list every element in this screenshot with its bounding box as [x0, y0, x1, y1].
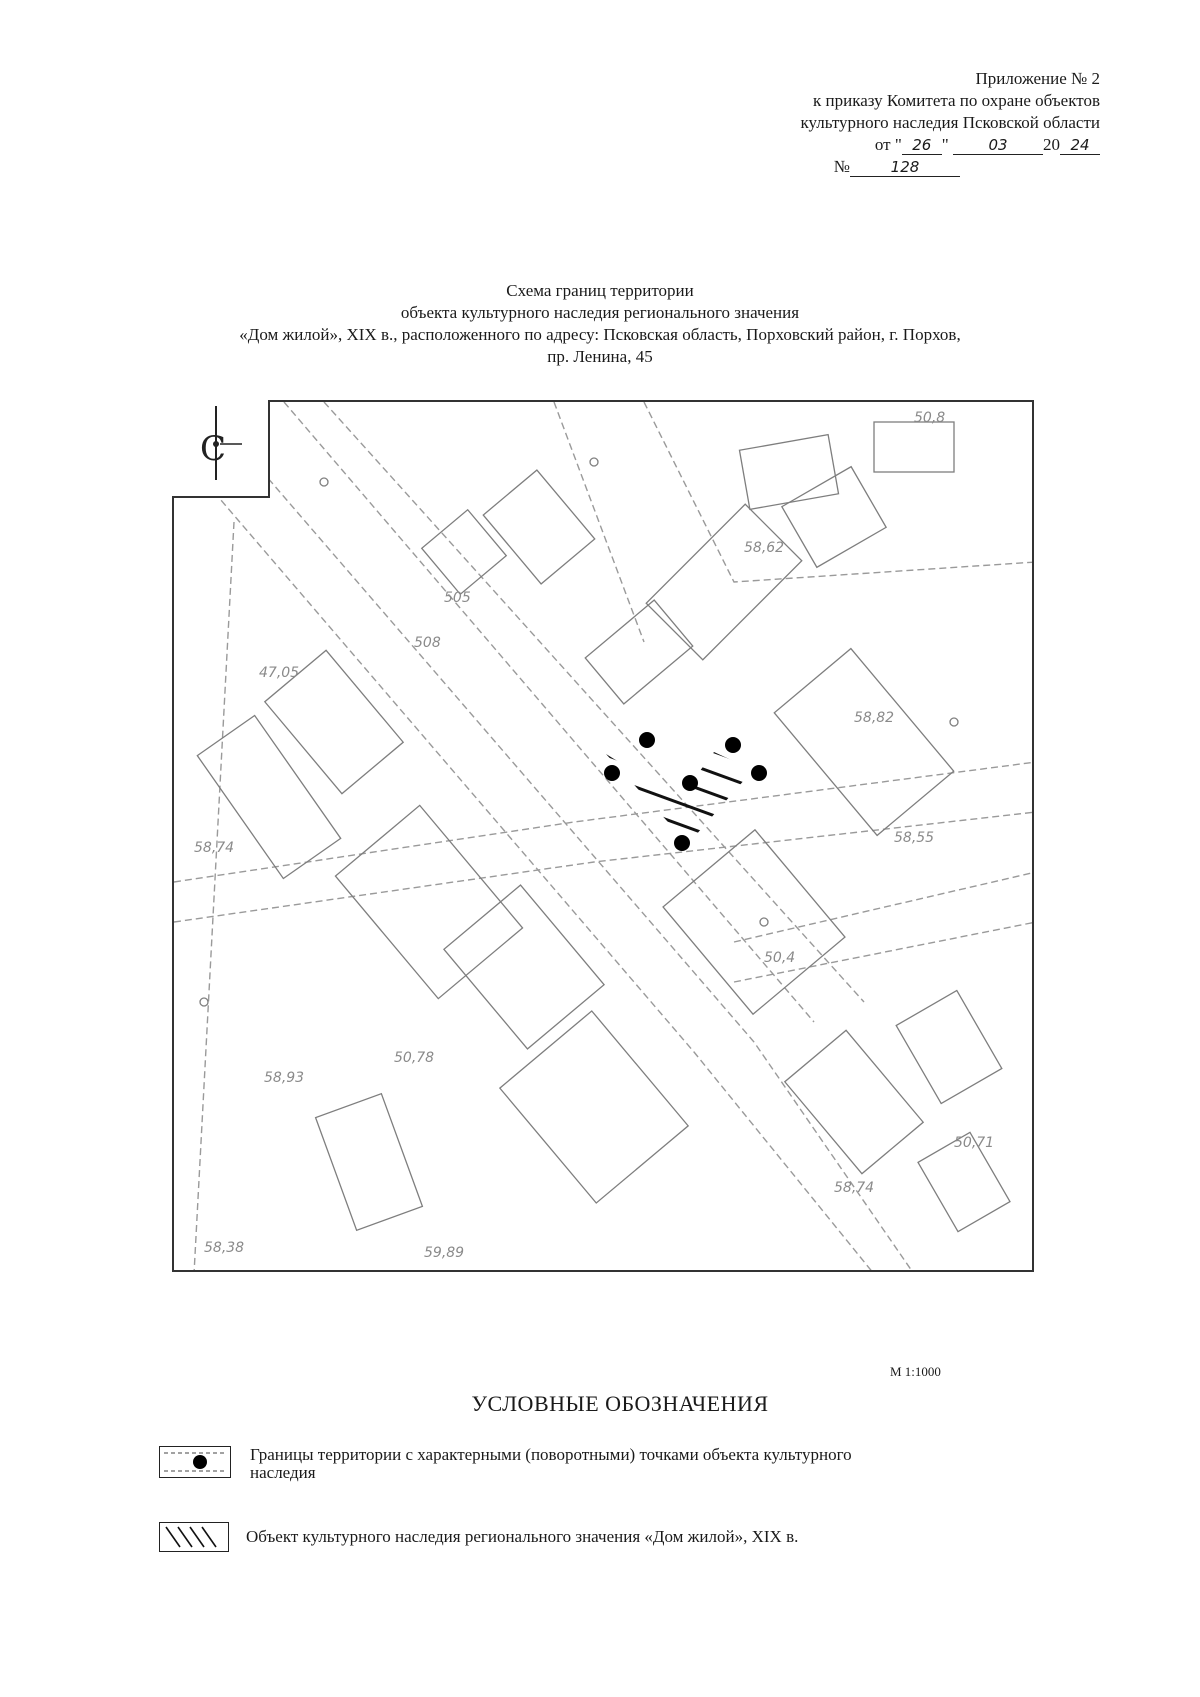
appendix-date	[700, 134, 1100, 156]
building-outlines	[197, 422, 1010, 1232]
map-label: 59,89	[424, 1245, 465, 1261]
scheme-title	[100, 280, 1100, 368]
date-day: 26	[902, 136, 942, 155]
map-label: 50,78	[394, 1050, 435, 1066]
appendix-line-1: Приложение № 2	[975, 69, 1100, 88]
number-value: 128	[850, 158, 960, 177]
date-year: 24	[1060, 136, 1100, 155]
map-label: 58,82	[854, 710, 895, 726]
title-line-4: пр. Ленина, 45	[547, 347, 653, 366]
appendix-line-2: к приказу Комитета по охране объектов	[813, 91, 1100, 110]
map-label: 58,74	[834, 1180, 875, 1196]
boundary-point	[639, 732, 655, 748]
legend-item-boundary-line-1: Границы территории с характерными (поворотными) точками объекта культурного	[250, 1445, 852, 1464]
appendix-line-3: культурного наследия Псковской области	[800, 113, 1100, 132]
title-line-2: объекта культурного наследия регионального значения	[400, 303, 800, 322]
legend-item-heritage: Объект культурного наследия регионального значения «Дом жилой», XIX в.	[246, 1527, 799, 1546]
map-label: 505	[444, 590, 471, 606]
map-label: 47,05	[259, 665, 300, 681]
boundary-point	[682, 775, 698, 791]
cadastral-map	[172, 400, 1034, 1272]
map-label: 58,55	[894, 830, 935, 846]
boundary-point	[674, 835, 690, 851]
map-label: 58,38	[204, 1240, 245, 1256]
map-label: 58,74	[194, 840, 235, 856]
map-drawing	[174, 402, 1034, 1272]
date-year-prefix: 20	[1043, 135, 1060, 154]
map-label: 50,4	[764, 950, 796, 966]
boundary-point	[604, 765, 620, 781]
boundary-point	[725, 737, 741, 753]
map-label: 50,8	[914, 410, 946, 426]
legend-item-boundary	[250, 1446, 1070, 1482]
appendix-header	[700, 68, 1100, 178]
compass-letter: С	[200, 429, 227, 469]
date-mid: "	[941, 135, 949, 154]
number-prefix: №	[833, 157, 850, 176]
map-label: 58,93	[264, 1070, 305, 1086]
north-arrow-icon	[172, 400, 268, 496]
date-month: 03	[953, 136, 1043, 155]
appendix-number	[700, 156, 1100, 178]
hatch-symbol	[159, 1522, 229, 1552]
map-label: 508	[414, 635, 441, 651]
date-prefix: от "	[874, 135, 902, 154]
title-line-3: «Дом жилой», XIX в., расположенного по адресу: Псковская область, Порховский район, г. Порхов,	[239, 325, 961, 344]
boundary-point	[751, 765, 767, 781]
title-line-1: Схема границ территории	[506, 281, 694, 300]
map-scale: М 1:1000	[890, 1364, 941, 1379]
map-label: 50,71	[954, 1135, 995, 1151]
north-arrow	[172, 400, 270, 498]
map-label: 58,62	[744, 540, 785, 556]
boundary-point-symbol	[159, 1446, 231, 1478]
legend-title: УСЛОВНЫЕ ОБОЗНАЧЕНИЯ	[471, 1391, 769, 1416]
legend-item-boundary-line-2: наследия	[250, 1463, 316, 1482]
